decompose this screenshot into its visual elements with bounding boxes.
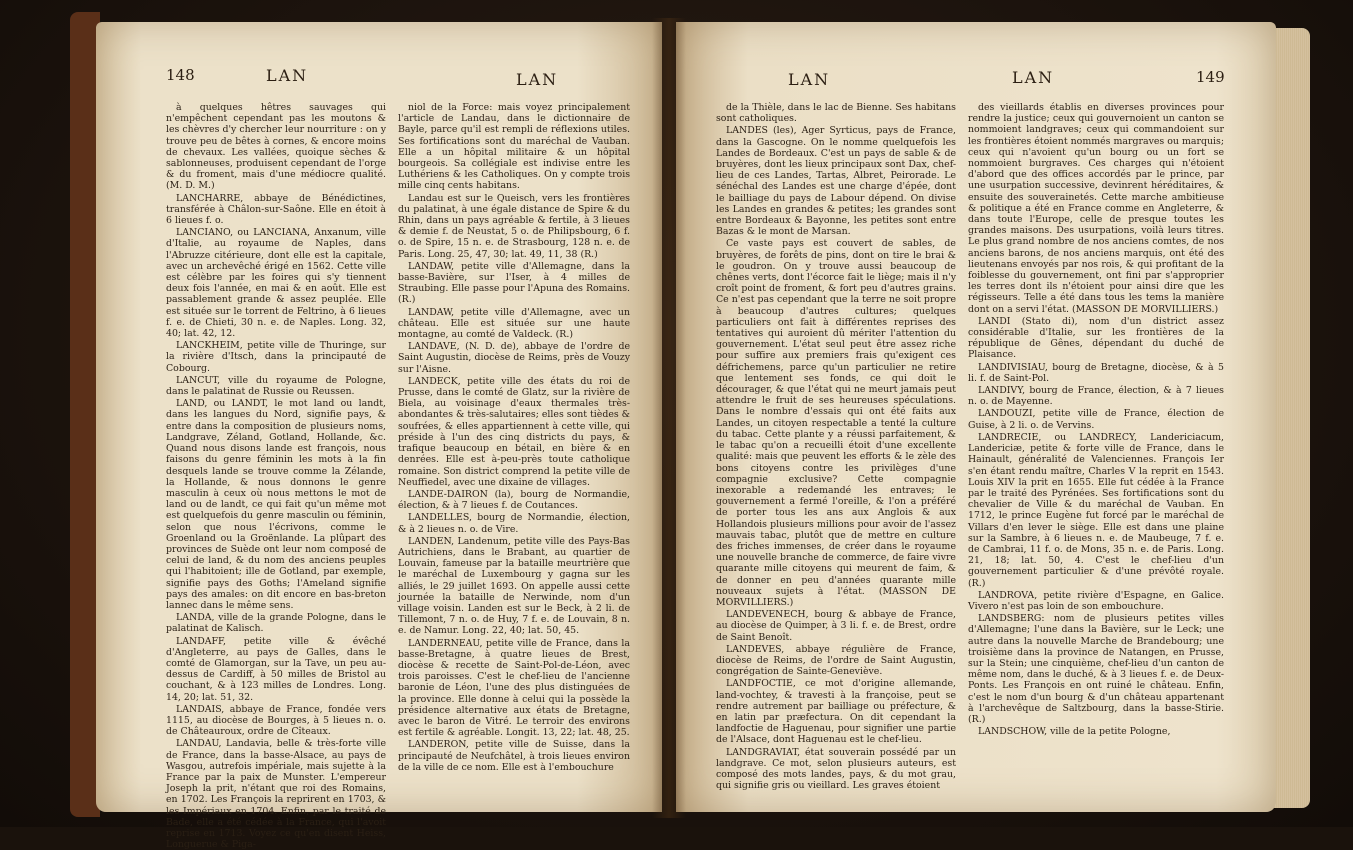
left-column-2	[398, 102, 630, 802]
entry: LANDFOCTIE, ce mot d'origine allemande, land-vochtey, & travesti à la françoise, peut se rendre autrement par bailliage ou préfecture, & en latin par præfectura. On dit cependant la landfoctie de Haguenau, pour signifier une partie de l'Alsace, dont Haguenau est le chef-lieu.	[716, 678, 956, 746]
entry: LANDAW, petite ville d'Allemagne, dans la basse-Bavière, sur l'Iser, à 4 milles de Straubing. Elle passe pour l'Apuna des Romains. (R.)	[398, 260, 630, 306]
entry: LANDROVA, petite rivière d'Espagne, en Galice. Vivero n'est pas loin de son embouchure.	[968, 589, 1224, 612]
entry: LANDGRAVIAT, état souverain possédé par un landgrave. Ce mot, selon plusieurs auteurs, est composé des mots landes, pays, & du mot grau, qui signifie gris ou vieillard. Les graves étoient	[716, 746, 956, 792]
entry: LANDAW, petite ville d'Allemagne, avec un château. Elle est située sur une haute montagne, au comté de Valdeck. (R.)	[398, 306, 630, 341]
right-page-header	[676, 66, 1276, 90]
entry: LANDAIS, abbaye de France, fondée vers 1115, au diocèse de Bourges, à 5 lieues n. o. de Châteauroux, ordre de Cîteaux.	[166, 703, 386, 738]
page-edges	[1270, 28, 1310, 808]
left-column-1	[166, 102, 387, 850]
entry: LANDOUZI, petite ville de France, élection de Guise, à 2 li. o. de Vervins.	[968, 408, 1224, 431]
left-page-header	[96, 66, 662, 90]
entry: LANDIVISIAU, bourg de Bretagne, diocèse, & à 5 li. f. de Saint-Pol.	[968, 361, 1224, 384]
entry: LANDELLES, bourg de Normandie, élection, & à 2 lieues n. o. de Vire.	[398, 512, 630, 535]
entry: LANCUT, ville du royaume de Pologne, dans le palatinat de Russie ou Reussen.	[166, 374, 386, 398]
entry: LANDE-DAIRON (la), bourg de Normandie, élection, & à 7 lieues f. de Coutances.	[398, 488, 630, 512]
left-header-left: LAN	[266, 66, 309, 85]
right-column-2	[968, 102, 1224, 802]
left-page	[96, 22, 662, 850]
entry: LANDECK, petite ville des états du roi de Prusse, dans le comté de Glatz, sur la rivière de Biela, au voisinage d'eaux thermales très-abondantes & très-salutaires; elles sont tièdes & soufrées, & elles appartiennent à cette ville, qui préside à l'un des cinq districts du pays, & trafique beaucoup en bétail, en bière & en denrées. Elle est à-peu-près toute catholique romaine. Son district comprend la petite ville de Neuffiedel, avec une dixaine de villages.	[398, 375, 631, 488]
entry: LANDAU, Landavia, belle & très-forte ville de France, dans la basse-Alsace, au pays de Wasgou, autrefois impériale, mais sujette à la France par la paix de Munster. L'empereur Joseph la prit, n'étant que roi des Romains, en 1702. Les François la reprirent en 1703, & les Impériaux en 1704. Enfin, par le traité de Bade, elle a été cédée à la France, qui l'avoit reprise en 1713. Voyez ce qu'en disent Heiss, Longuerue & Piga-	[166, 738, 386, 850]
right-header-left: LAN	[788, 70, 831, 89]
entry: LANCHARRE, abbaye de Bénédictines, transférée à Châlon-sur-Saône. Elle en étoit à 6 lieues f. o.	[166, 192, 386, 227]
entry: LANDERON, petite ville de Suisse, dans la principauté de Neufchâtel, à trois lieues environ de la ville de ce nom. Elle est à l'embouchure	[398, 739, 630, 773]
entry: LANDIVY, bourg de France, élection, & à 7 lieues n. o. de Mayenne.	[968, 385, 1224, 408]
entry: niol de la Force: mais voyez principalement l'article de Landau, dans le dictionnaire de Bayle, parce qu'il est rempli de réflexions utiles. Ses fortifications sont du maréchal de Vauban. Elle a un hôpital militaire & un hôpital bourgeois. Sa collégiale est indivise entre les Luthériens & les Catholiques. On y compte trois mille cinq cents habitans.	[398, 102, 630, 192]
entry: LANDA, ville de la grande Pologne, dans le palatinat de Kalisch.	[166, 612, 386, 635]
entry: Ce vaste pays est couvert de sables, de bruyères, de forêts de pins, dont on tire le brai & le goudron. On y trouve aussi beaucoup de chênes verts, dont l'écorce fait le liège; mais il n'y croît point de froment, & fort peu d'autres grains. Ce n'est pas cependant que la terre ne soit propre à beaucoup d'autres cultures; quelques particuliers ont fait à différentes reprises des tentatives qui auroient dû mériter l'attention du gouvernement. L'état seul peut être assez riche pour suffire aux premiers frais qu'exigent ces défrichemens, parce qu'un particulier ne retire que lentement ses fonds, ce qui doit le décourager, & que l'état qui ne meurt jamais peut attendre le fruit de ses heureuses spéculations. Dans le nombre d'essais qui ont été faits aux Landes, un citoyen respectable a tenté la culture du tabac. Cette plante y a réussi parfaitement, & le tabac qu'on a recueilli étoit d'une excellente qualité: mais que peuvent les efforts & le zèle des bons citoyens contre les privilèges d'une compagnie exclusive? Cette compagnie inexorable a redemandé les entraves; le gouvernement a fermé l'oreille, & l'on a préféré de porter tous les ans aux Anglois & aux Hollandois plusieurs millions pour avoir de l'assez mauvais tabac, plutôt que de mettre en culture des friches immenses, de créer dans le royaume une nouvelle branche de commerce, de faire vivre quarante mille citoyens qui meurent de faim, & de donner en peu d'années quarante mille nouveaux sujets à l'état. (MASSON DE MORVILLIERS.)	[716, 238, 956, 608]
entry: LANDEVENECH, bourg & abbaye de France, au diocèse de Quimper, à 3 li. f. e. de Brest, ordre de Saint Benoît.	[716, 609, 956, 643]
right-page-number: 149	[1196, 68, 1225, 86]
book-gutter	[652, 18, 686, 818]
left-header-right: LAN	[516, 70, 559, 89]
entry: de la Thièle, dans le lac de Bienne. Ses habitans sont catholiques.	[716, 102, 956, 125]
entry: LANDEVES, abbaye régulière de France, diocèse de Reims, de l'ordre de Saint Augustin, congrégation de Sainte-Geneviève.	[716, 643, 956, 678]
entry: LANDI (Stato di), nom d'un district assez considérable d'Italie, sur les frontières de la république de Gênes, dépendant du duché de Plaisance.	[968, 315, 1224, 361]
entry: LANDAFF, petite ville & évêché d'Angleterre, au pays de Galles, dans le comté de Glamorgan, sur la Tave, un peu au-dessus de Cardiff, à 50 milles de Bristol au couchant, & à 123 milles de Londres. Long. 14, 20; lat. 51, 32.	[166, 635, 386, 703]
entry: Landau est sur le Queisch, vers les frontières du palatinat, à une égale distance de Spire & du Rhin, dans un pays agréable & fertile, à 3 lieues & demie f. de Neustat, 5 o. de Philipsbourg, 6 f. o. de Spire, 15 n. e. de Strasbourg, 128 n. e. de Paris. Long. 25, 47, 30; lat. 49, 11, 38 (R.)	[398, 192, 630, 260]
entry: LANCKHEIM, petite ville de Thuringe, sur la rivière d'Itsch, dans la principauté de Cobourg.	[166, 340, 386, 374]
entry: LANDSBERG: nom de plusieurs petites villes d'Allemagne; l'une dans la Bavière, sur le Leck; une autre dans la nouvelle Marche de Brandebourg; une troisième dans la province de Natangen, en Prusse, sur la Stein; une cinquième, chef-lieu d'un canton de même nom, dans le duché, & à 3 lieues f. e. de Deux-Ponts. Les François en ont ruiné le château. Enfin, c'est le nom d'un bourg & d'un château appartenant à l'archevêque de Saltzbourg, dans la basse-Stirie. (R.)	[968, 613, 1224, 725]
entry: LANDRECIE, ou LANDRECY, Landericiacum, Landericiæ, petite & forte ville de France, dans le Hainault, généralité de Valenciennes. François Ier s'en étant rendu maître, Charles V la reprit en 1543. Louis XIV la prit en 1655. Elle fut cédée à la France par le traité des Pyrénées. Ses fortifications sont du chevalier de Ville & du maréchal de Vauban. En 1712, le prince Eugène fut forcé par le maréchal de Villars d'en lever le siège. Elle est dans une plaine sur la Sambre, à 6 lieues n. e. de Maubeuge, 7 f. e. de Cambrai, 11 f. o. de Mons, 35 n. e. de Paris. Long. 21, 18; lat. 50, 4. C'est le chef-lieu d'un gouvernement particulier & d'une prévôté royale. (R.)	[968, 431, 1224, 589]
entry: LANDERNEAU, petite ville de France, dans la basse-Bretagne, à quatre lieues de Brest, diocèse & recette de Saint-Pol-de-Léon, avec trois paroisses. C'est le chef-lieu de l'ancienne baronie de Léon, l'une des plus distinguées de la province. Elle donne à celui qui la possède la présidence alternative aux états de Bretagne, avec le baron de Vitré. Le terroir des environs est fertile & agréable. Longit. 13, 22; lat. 48, 25.	[398, 637, 630, 739]
left-page-number: 148	[166, 66, 195, 84]
entry: à quelques hêtres sauvages qui n'empêchent cependant pas les moutons & les chèvres d'y chercher leur nourriture : on y trouve peu de bêtes à cornes, & encore moins de chevaux. Les vallées, quoique sèches & sablonneuses, produisent cependant de l'orge & du froment, mais d'une médiocre qualité. (M. D. M.)	[166, 102, 386, 192]
entry: LANCIANO, ou LANCIANA, Anxanum, ville d'Italie, au royaume de Naples, dans l'Abruzze citérieure, dont elle est la capitale, avec un archevêché érigé en 1562. Cette ville est célèbre par les foires qui s'y tiennent deux fois l'année, en mai & en août. Elle est passablement grande & assez peuplée. Elle est située sur le torrent de Feltrino, à 6 lieues f. e. de Chieti, 30 n. e. de Naples. Long. 32, 40; lat. 42, 12.	[166, 227, 386, 340]
entry: LANDEN, Landenum, petite ville des Pays-Bas Autrichiens, dans le Brabant, au quartier de Louvain, fameuse par la bataille meurtrière que le maréchal de Luxembourg y gagna sur les alliés, le 29 juillet 1693. On appelle aussi cette journée la bataille de Nerwinde, nom d'un village voisin. Landen est sur le Beck, à 2 li. de Tillemont, 7 n. o. de Huy, 7 f. e. de Louvain, 8 n. e. de Namur. Long. 22, 40; lat. 50, 45.	[398, 535, 630, 637]
entry: LANDSCHOW, ville de la petite Pologne,	[978, 726, 1171, 738]
entry: LAND, ou LANDT, le mot land ou landt, dans les langues du Nord, signifie pays, & entre dans la composition de plusieurs noms, Landgrave, Zéland, Gotland, Hollande, &c. Quand nous disons lande est françois, nous faisons du genre féminin les mots à la fin desquels lande se trouve comme la Zélande, la Hollande, & nous donnons le genre masculin à ceux où nous mettons le mot de land ou de landt, ce qui fait qu'un même mot est quelquefois du genre masculin ou féminin, selon que nous l'écrivons, comme le Groenland ou la Groënlande. La plûpart des provinces de Suède ont leur nom composé de celui de land, & du nom des anciens peuples qui l'habitoient; ille de Gotland, par exemple, signifie pays des Goths; l'Ameland signifie pays des amales: on dit encore en bas-breton lannec dans le même sens.	[166, 398, 387, 611]
entry: LANDAVE, (N. D. de), abbaye de l'ordre de Saint Augustin, diocèse de Reims, près de Vouzy sur l'Aisne.	[398, 341, 630, 375]
right-column-1	[716, 102, 956, 802]
right-header-right: LAN	[1012, 68, 1055, 87]
entry: des vieillards établis en diverses provinces pour rendre la justice; ceux qui gouvernoient un canton se nommoient landgraves; ceux qui commandoient sur les frontières étoient nommés margraves ou marquis; ceux qui n'avoient qu'un bourg ou un fort se nommoient burgraves. Ces charges qui n'étoient d'abord que des offices accordés par le prince, par une usurpation successive, devinrent héréditaires, & ensuite des souverainetés. Cette marche ambitieuse & politique a été en France comme en Angleterre, & dans toute l'Europe, celle de presque toutes les grandes maisons. Des usurpations, voilà leurs titres. Le plus grand nombre de nos anciens comtes, de nos anciens barons, de nos anciens marquis, ont été des lieutenans envoyés par nos rois, & qui profitant de la foiblesse du gouvernement, ont fini par s'approprier les terres dont ils n'étoient pour ainsi dire que les régisseurs. Telle a été dans tous les tems la manière dont on a servi l'état. (MASSON DE MORVILLIERS.)	[968, 102, 1224, 315]
right-page	[676, 22, 1276, 812]
entry: LANDES (les), Ager Syrticus, pays de France, dans la Gascogne. On le nomme quelquefois les Landes de Bordeaux. C'est un pays de sable & de bruyères, dont les lieux principaux sont Dax, chef-lieu de ces Landes, Tartas, Albret, Peirorade. Le sénéchal des Landes est une charge d'épée, dont le bailliage du pays de Labour dépend. On divise les Landes en grandes & petites; les grandes sont entre Bordeaux & Bayonne, les petites sont entre Bazas & le mont de Marsan.	[716, 125, 956, 238]
